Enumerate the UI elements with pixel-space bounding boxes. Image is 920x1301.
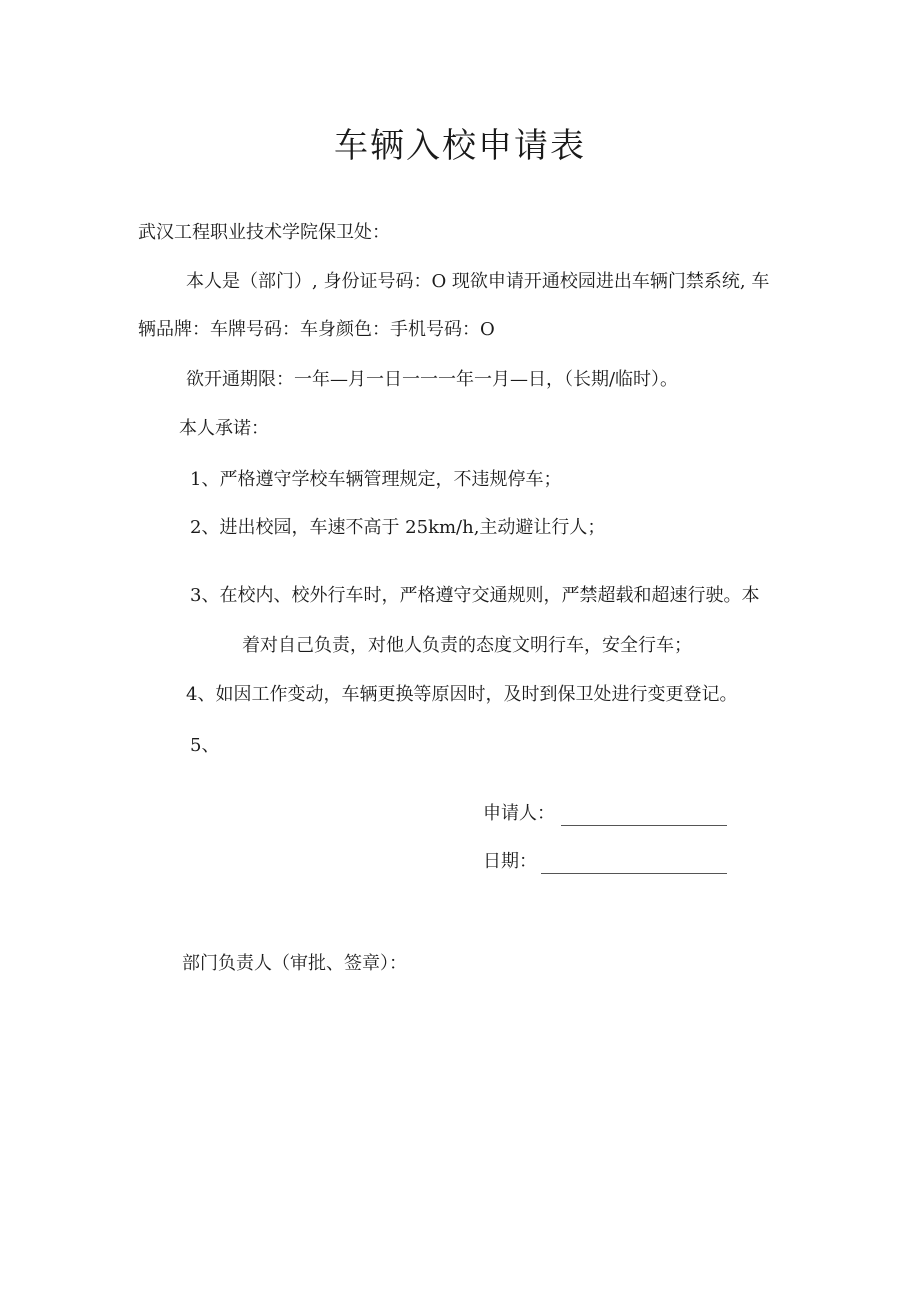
date-blank[interactable] <box>541 855 727 874</box>
promise-item-1: 1、严格遵守学校车辆管理规定，不违规停车； <box>190 469 562 490</box>
promise-item-5: 5、 <box>190 735 220 756</box>
intro-line-1: 本人是（部门）, 身份证号码：O 现欲申请开通校园进出车辆门禁系统, 车 <box>186 271 770 292</box>
promise-heading: 本人承诺： <box>179 418 269 439</box>
date-row <box>483 850 727 874</box>
department-approval-label: 部门负责人（审批、签章）： <box>182 953 407 974</box>
date-label: 日期： <box>483 851 537 872</box>
promise-item-4: 4、如因工作变动，车辆更换等原因时，及时到保卫处进行变更登记。 <box>186 684 738 705</box>
applicant-label: 申请人： <box>483 803 555 824</box>
addressee: 武汉工程职业技术学院保卫处： <box>138 222 390 243</box>
promise-item-2: 2、进出校园，车速不高于 25km/h,主动避让行人； <box>190 517 606 538</box>
intro-line-2: 辆品牌：车牌号码：车身颜色：手机号码：O <box>138 319 495 340</box>
page-title: 车辆入校申请表 <box>334 126 586 166</box>
promise-item-3-line-1: 3、在校内、校外行车时，严格遵守交通规则，严禁超载和超速行驶。本 <box>190 585 760 606</box>
period-line: 欲开通期限：一年—月一日一一一年一月—日，（长期/临时）。 <box>186 369 679 390</box>
applicant-signature-row <box>483 802 727 826</box>
applicant-signature-blank[interactable] <box>561 807 727 826</box>
promise-item-3-line-2: 着对自己负责，对他人负责的态度文明行车，安全行车； <box>242 635 692 656</box>
